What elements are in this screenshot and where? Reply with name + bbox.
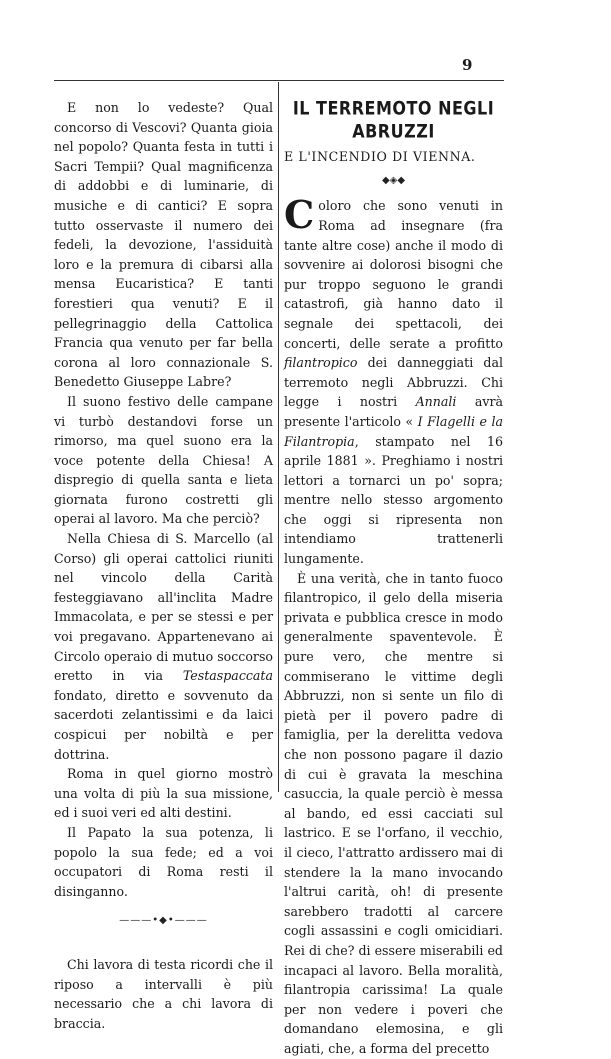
marcello-street-name: Testaspaccata: [182, 668, 273, 684]
marcello-text-before: Nella Chiesa di S. Marcello (al Corso) gli operai cattolici riuniti nel vincolo della Carità festeggiavano all'inclita Madre Immacolata, e per se stessi e per voi pregavano. Appartenevano ai Circolo operaio di mutuo soccorso eretto in via: [54, 531, 273, 684]
marcello-text-after: fondato, diretto e sovvenuto da sacerdoti zelantissimi e da laici cospicui per nobiltà e per dottrina.: [54, 687, 273, 762]
maxim-paragraph: Chi lavora di testa ricordi che il riposo a intervalli è più necessario che a chi lavora di braccia.: [54, 956, 273, 1031]
article-headline: IL TERREMOTO NEGLI ABRUZZI: [292, 97, 495, 142]
left-column: [54, 98, 273, 1033]
drop-cap: C: [284, 192, 315, 238]
headline-ornament: ◆◈◆: [381, 174, 406, 186]
left-paragraph-2: Il suono festivo delle campane vi turbò destandovi forse un rimorso, ma quel suono era la voce potente della Chiesa! A dispregio di quella santa e lieta giornata furono costretti gli operai al lavoro. Ma che perciò?: [54, 393, 273, 527]
page-number: 9: [462, 56, 473, 74]
article-italic-filantropico: filantropico: [284, 355, 358, 371]
article-subheadline: E L'INCENDIO DI VIENNA.: [284, 149, 476, 165]
article-text: oloro che sono venuti in Roma ad insegnare (fra tante altre cose) anche il modo di sovvenire ai dolorosi bisogni che pur troppo seguono le grandi catastrofi, già hanno dato il segnale dei spettacoli, dei concerti, delle serate a profitto: [284, 198, 503, 351]
article-italic-title: I Flagelli e la Filantropia: [284, 413, 503, 449]
section-ornament: ———•◆•———: [119, 915, 208, 927]
article-column: [284, 96, 503, 1059]
left-paragraph-papato: Il Papato la sua potenza, li popolo la sua fede; ed a voi occupatori di Roma resti il disinganno.: [54, 824, 273, 899]
article-paragraph-2: È una verità, che in tanto fuoco filantropico, il gelo della miseria privata e pubblica cresce in modo generalmente spaventevole. È pure vero, che mentre si commiserano le vittime degli Abbruzzi, non si sente un filo di pietà per il povero padre di famiglia, per la derelitta vedova che non possono pagare il dazio di cui è gravata la meschina casuccia, la quale perciò è messa al bando, ed essi cacciati sul lastrico. E se l'orfano, il vecchio, il cieco, l'attratto ardissero mai di stendere la la mano invocando l'altrui carità, oh! di presente sarebbero tradotti al carcere cogli assassini e cogli omicidiari. Rei di che? di essere miserabili ed incapaci al lavoro. Bella moralità, filantropia carissima! La quale per non vedere i poveri che domandano elemosina, e gli agiati, che, a forma del precetto: [284, 570, 503, 1056]
article-italic-annali: Annali: [415, 394, 457, 410]
article-text: avrà presente l'articolo «: [284, 394, 504, 429]
top-rule: [54, 80, 504, 81]
article-text: , stampato nel 16 aprile 1881 ». Preghiamo i nostri lettori a tornarci un po' sopra; mentre nello stesso argomento che oggi si ripresenta non intendiamo trattenerli lungamente.: [284, 433, 503, 567]
article-text: dei danneggiati dal terremoto negli Abbruzzi. Chi legge i nostri: [284, 355, 503, 410]
left-paragraph-roma: Roma in quel giorno mostrò una volta di più la sua missione, ed i suoi veri ed alti destini.: [54, 766, 273, 821]
column-divider: [278, 82, 279, 792]
left-paragraph-1: E non lo vedeste? Qual concorso di Vescovi? Quanta gioia nel popolo? Quanta festa in tutti i Sacri Tempii? Qual magnificenza di addobbi e di luminarie, di musiche e di cantici? E sopra tutto osservaste il numero dei fedeli, la devozione, l'assiduità loro e la premura di cibarsi alla mensa Eucaristica? E tanti forestieri qua venuti? E il pellegrinaggio della Cattolica Francia qua venuto per far bella corona al loro connazionale S. Benedetto Giuseppe Labre?: [54, 100, 273, 390]
left-paragraph-marcello: [54, 529, 273, 764]
article-paragraph-1: [284, 192, 504, 568]
